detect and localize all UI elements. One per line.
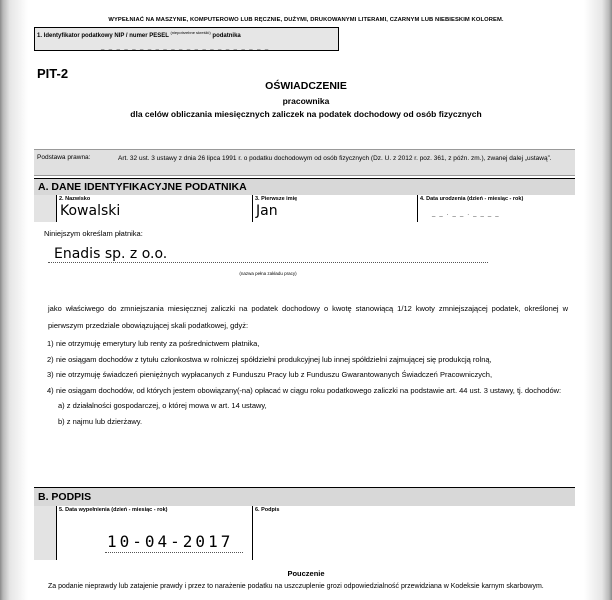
fill-date-field[interactable] <box>56 506 252 560</box>
nip-label-suffix: podatnika <box>212 33 241 39</box>
form-code: PIT-2 <box>37 66 69 81</box>
condition-item: 4) nie osiągam dochodów, od których jestem obowiązany(-na) opłacać w ciągu roku podatkowego zaliczki na podstawie art. 44 ust. 3 ustawy, tj. dochodów: <box>47 385 562 395</box>
identification-row <box>34 195 575 222</box>
legal-basis <box>34 149 575 176</box>
surname-field[interactable] <box>56 195 252 222</box>
firstname-label: 3. Pierwsze imię <box>255 196 298 202</box>
fill-date-underline <box>105 552 243 553</box>
firstname-value: Jan <box>256 203 278 219</box>
surname-value: Kowalski <box>60 203 121 219</box>
section-b-header <box>34 487 575 506</box>
nip-label-group <box>37 30 241 39</box>
condition-item: 2) nie osiągam dochodów z tytułu członkostwa w rolniczej spółdzielni produkcyjnej lub innej spółdzielni zajmującej się produkcją rolną, <box>47 354 492 364</box>
birthdate-placeholder: _ _ . _ _ . _ _ _ _ <box>432 211 500 217</box>
conditions-list <box>48 338 568 431</box>
condition-subitem: b) z najmu lub dzierżawy. <box>58 416 143 426</box>
signature-row <box>34 506 575 560</box>
surname-label: 2. Nazwisko <box>59 196 91 202</box>
form-subtitle: pracownika <box>282 96 330 106</box>
legal-basis-label: Podstawa prawna: <box>37 154 91 161</box>
section-a-header <box>34 178 575 195</box>
signature-label: 6. Podpis <box>255 507 280 513</box>
form-title: OŚWIADCZENIE <box>265 80 347 92</box>
notice-title: Pouczenie <box>287 569 325 578</box>
section-b-title: B. PODPIS <box>38 491 92 503</box>
condition-item: 3) nie otrzymuję świadczeń pieniężnych wypłacanych z Funduszu Pracy lub z Funduszu Gwarantowanych Świadczeń Pracowniczych, <box>47 370 493 379</box>
employer-name[interactable]: Enadis sp. z o.o. <box>54 246 168 262</box>
nip-label: 1. Identyfikator podatkowy NIP / numer PESEL <box>37 33 169 39</box>
legal-basis-text: Art. 32 ust. 3 ustawy z dnia 26 lipca 1991 r. o podatku dochodowym od osób fizycznych (Dz. U. z 2012 r. poz. 361, z późn. zm.), zwanej dalej „ustawą”. <box>118 155 552 162</box>
fill-date-value: 10-04-2017 <box>107 532 234 551</box>
nip-field[interactable] <box>34 27 339 51</box>
nip-note: (niepotrzebne skreślić) <box>170 30 211 35</box>
fill-date-label: 5. Data wypełnienia (dzień - miesiąc - rok) <box>59 507 168 513</box>
condition-subitem: a) z działalności gospodarczej, o której mowa w art. 14 ustawy, <box>58 401 267 410</box>
notice-text: Za podanie nieprawdy lub zatajenie prawdy i przez to narażenie podatku na uszczuplenie grozi odpowiedzialność przewidziana w Kodeksie karnym skarbowym. <box>48 583 544 590</box>
signature-field[interactable] <box>252 506 575 560</box>
section-a-title: A. DANE IDENTYFIKACYJNE PODATNIKA <box>38 181 247 193</box>
form-purpose: dla celów obliczania miesięcznych zaliczek na podatek dochodowy od osób fizycznych <box>130 109 482 119</box>
birthdate-label: 4. Data urodzenia (dzień - miesiąc - rok) <box>420 196 524 202</box>
condition-item: 1) nie otrzymuję emerytury lub renty za pośrednictwem płatnika, <box>47 339 260 348</box>
nip-placeholder: _ _ _ _ _ _ _ _ _ _ _ _ _ _ _ _ _ _ _ _ _ _ <box>101 44 270 50</box>
declaration-paragraph: jako właściwego do zmniejszania miesięcznej zaliczki na podatek dochodowy o kwotę stanowiącą 1/12 kwoty zmniejszającej podatek, określonej w pierwszym przedziale obowiązującej skali podatkowej, gdyż: <box>48 304 568 330</box>
firstname-field[interactable] <box>252 195 417 222</box>
page-shadow-right <box>584 0 612 600</box>
fill-instruction: WYPEŁNIAĆ NA MASZYNIE, KOMPUTEROWO LUB RĘCZNIE, DUŻYMI, DRUKOWANYMI LITERAMI, CZARNYM LUB NIEBIESKIM KOLOREM. <box>108 17 504 23</box>
employer-note: (nazwa pełna zakładu pracy) <box>239 271 297 276</box>
birthdate-field[interactable] <box>417 195 575 222</box>
employer-intro: Niniejszym określam płatnika: <box>44 229 143 238</box>
employer-underline <box>48 262 488 263</box>
page-shadow-left <box>0 0 28 600</box>
